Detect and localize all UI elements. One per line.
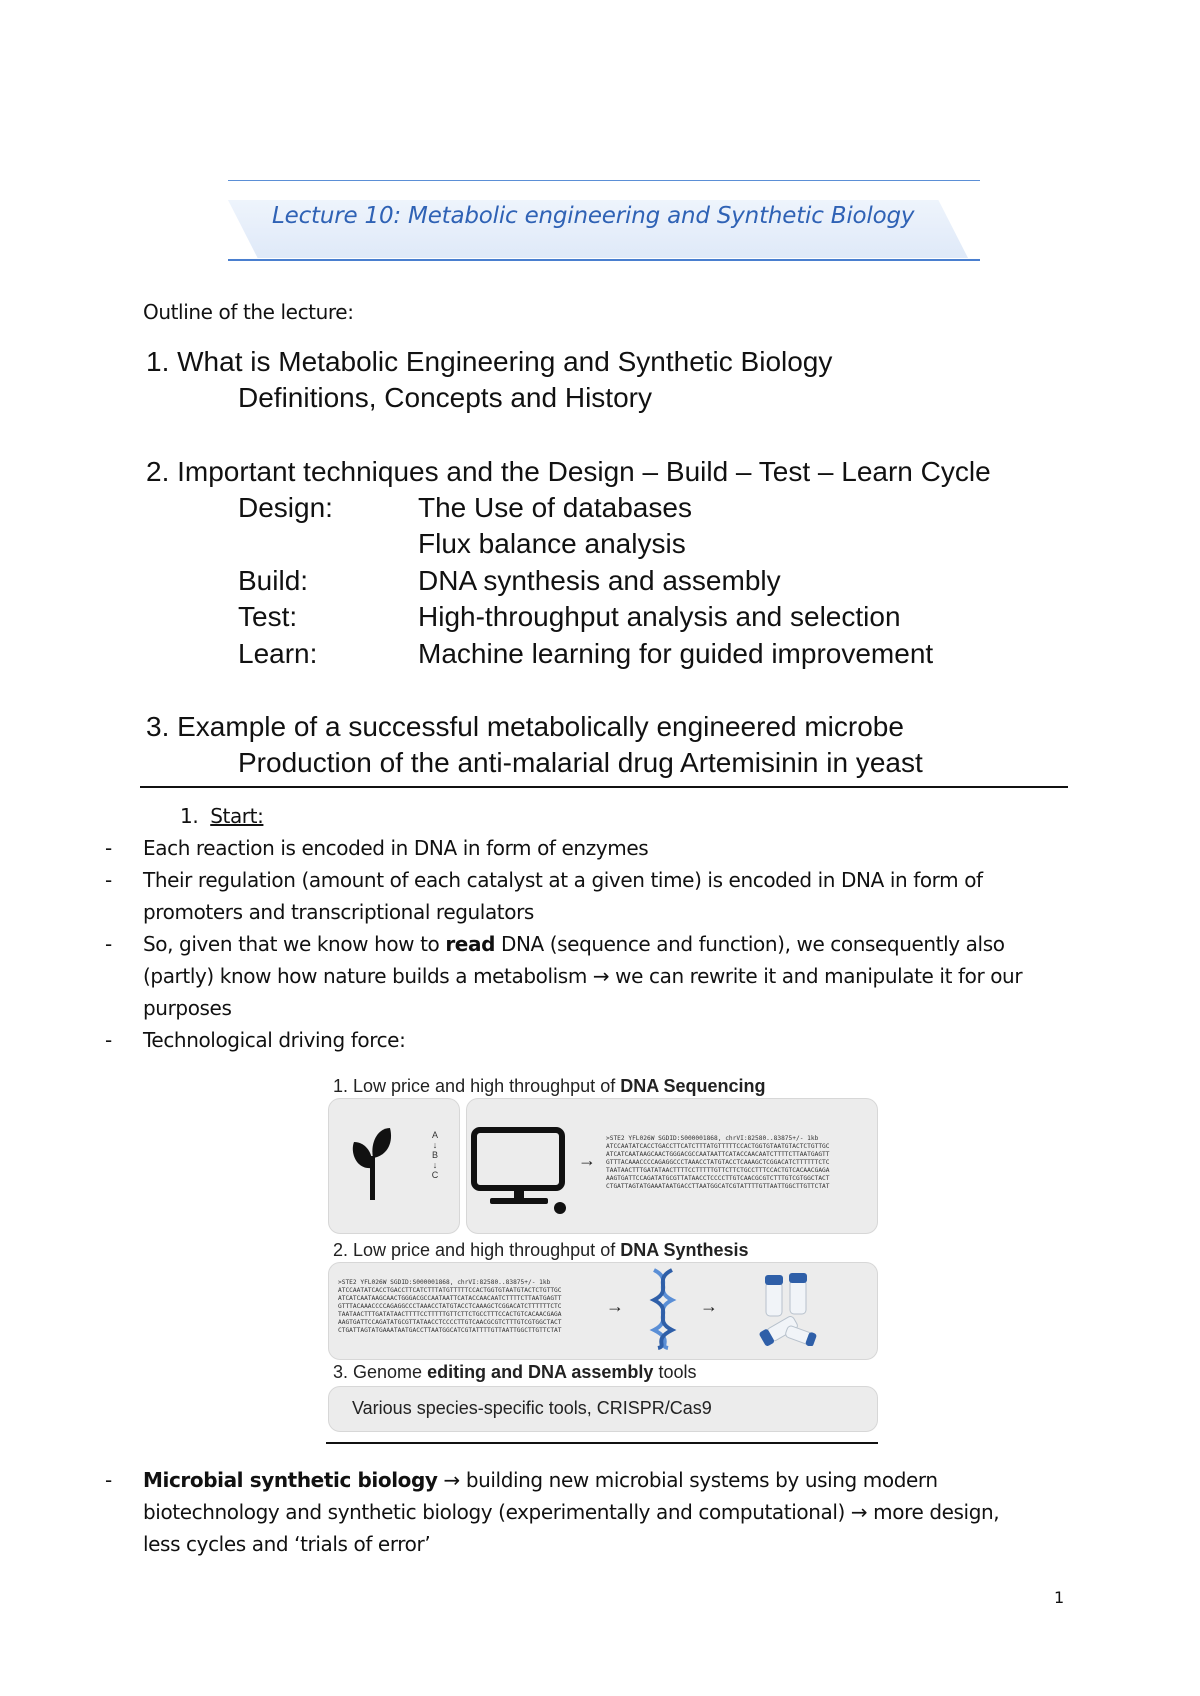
page-title: Lecture 10: Metabolic engineering and Synthetic Biology [272, 203, 915, 229]
outline-item-2: 2. Important techniques and the Design – Build – Test – Learn Cycle [146, 456, 991, 487]
section-heading [180, 800, 263, 832]
outline-item-1: 1. What is Metabolic Engineering and Synthetic Biology [146, 346, 833, 377]
right-arrow-icon: → [578, 1150, 596, 1170]
down-arrow-icon: ↓ [432, 1160, 438, 1170]
bold-read: read [445, 932, 495, 956]
figure-text-bold: DNA Sequencing [620, 1076, 766, 1096]
bullet-text-part: DNA (sequence and function), we consequently also [494, 932, 1005, 956]
bullet-dash: - [105, 868, 112, 892]
abc-sequence-letters [428, 1130, 442, 1180]
letter-c: C [431, 1170, 439, 1180]
bullet-text: Technological driving force: [143, 1028, 406, 1052]
bullet-text [143, 1464, 1163, 1496]
outline-row-label: Test: [238, 601, 298, 632]
figure-text: 3. Genome [333, 1362, 428, 1382]
outline-row-label: Learn: [238, 638, 318, 669]
figure-text-bold: DNA Synthesis [620, 1240, 749, 1260]
computer-icon [470, 1126, 570, 1216]
figure-text: tools [653, 1362, 697, 1382]
bullet-text [143, 928, 1163, 960]
bullet-dash: - [105, 1028, 112, 1052]
title-bottom-rule [228, 259, 980, 261]
right-arrow-icon: → [700, 1296, 718, 1316]
letter-b: B [431, 1150, 438, 1160]
outline-label: Outline of the lecture: [143, 300, 354, 324]
right-arrow-icon: → [606, 1296, 624, 1316]
figure-text: 1. Low price and high throughput of [333, 1076, 621, 1096]
bullet-text: purposes [143, 996, 232, 1020]
bullet-dash: - [105, 836, 112, 860]
bullet-dash: - [105, 932, 112, 956]
tools-panel-text: Various species-specific tools, CRISPR/Cas9 [352, 1398, 712, 1418]
bullet-text: promoters and transcriptional regulators [143, 900, 534, 924]
outline-row-label: Design: [238, 492, 333, 523]
outline-item-3: 3. Example of a successful metabolically engineered microbe [146, 711, 904, 742]
section-title: Start: [210, 804, 264, 828]
figure-text: 2. Low price and high throughput of [333, 1240, 621, 1260]
bullet-text: Their regulation (amount of each catalyst at a given time) is encoded in DNA in form of [143, 868, 983, 892]
outline-item-3-sub: Production of the anti-malarial drug Artemisinin in yeast [238, 747, 923, 778]
page-number: 1 [1054, 1588, 1065, 1607]
outline-row-value: DNA synthesis and assembly [418, 565, 781, 596]
down-arrow-icon: ↓ [432, 1140, 438, 1150]
bullet-dash: - [105, 1468, 112, 1492]
outline-row-value: Flux balance analysis [418, 528, 686, 559]
sequence-text-block: >STE2 YFL026W SGDID:S000001868, chrVI:82580..83875+/- 1kb ATCCAATATCACCTGACCTTCATCTTTATGTTTTTCCACTGGTGTAATGTACTCTGTTGC ATCATCAATAAGCAACTGGGACGCCAATAATTCATACCAACAATCTTTTCTTAATGAGTT GTTTACAAACCCCAGAGGCCCTAAACCTATGTACCTCAAAGCTCGGACATCTTTTTTCTC TAATAACTTTGATATAACTTTTCCTTTTTGTTCTTCTGCCTTTCCACTGTCACAACGAGA AAGTGATTCCAGATATGCGTTATAACCTCCCCTTGTCAACGCGTCTTTGTCGTGGCTACT CTGATTAGTATGAAATAATGACCTTAATGGCATCGTATTTTGTTAATTGGCTTGTTCTAT [606, 1135, 830, 1190]
bullet-text-part: So, given that we know how to [143, 932, 446, 956]
bold-term: Microbial synthetic biology [143, 1468, 438, 1492]
bullet-text: Each reaction is encoded in DNA in form of enzymes [143, 836, 649, 860]
outline-row-value: The Use of databases [418, 492, 692, 523]
outline-item-1-sub: Definitions, Concepts and History [238, 382, 652, 413]
test-tubes-icon [752, 1272, 818, 1346]
figure-row-1-title [333, 1076, 766, 1097]
outline-row-value: High-throughput analysis and selection [418, 601, 901, 632]
figure-row-3-title [333, 1362, 696, 1383]
bullet-text: less cycles and ‘trials of error’ [143, 1532, 431, 1556]
outline-row-label: Build: [238, 565, 309, 596]
outline-divider [140, 786, 1068, 788]
section-number: 1. [180, 804, 199, 828]
bullet-text: (partly) know how nature builds a metabolism → we can rewrite it and manipulate it for our [143, 964, 1023, 988]
dna-helix-icon [648, 1268, 678, 1350]
plant-icon [350, 1122, 396, 1202]
letter-a: A [431, 1130, 438, 1140]
figure-text-bold: editing and DNA assembly [427, 1362, 654, 1382]
title-top-rule [228, 180, 980, 181]
bullet-text-part: → building new microbial systems by using modern [437, 1468, 938, 1492]
outline-row-value: Machine learning for guided improvement [418, 638, 934, 669]
figure-divider [326, 1442, 878, 1444]
bullet-text: biotechnology and synthetic biology (experimentally and computational) → more design, [143, 1500, 1000, 1524]
figure-row-2-title [333, 1240, 749, 1261]
sequence-text-block: >STE2 YFL026W SGDID:S000001868, chrVI:82580..83875+/- 1kb ATCCAATATCACCTGACCTTCATCTTTATGTTTTTCCACTGGTGTAATGTACTCTGTTGC ATCATCAATAAGCAACTGGGACGCCAATAATTCATACCAACAATCTTTTCTTAATGAGTT GTTTACAAACCCCAGAGGCCCTAAACCTATGTACCTCAAAGCTCGGACATCTTTTTTCTC TAATAACTTTGATATAACTTTTCCTTTTTGTTCTTCTGCCTTTCCACTGTCACAACGAGA AAGTGATTCCAGATATGCGTTATAACCTCCCCTTGTCAACGCGTCTTTGTCGTGGCTACT CTGATTAGTATGAAATAATGACCTTAATGGCATCGTATTTTGTTAATTGGCTTGTTCTAT [338, 1279, 562, 1334]
